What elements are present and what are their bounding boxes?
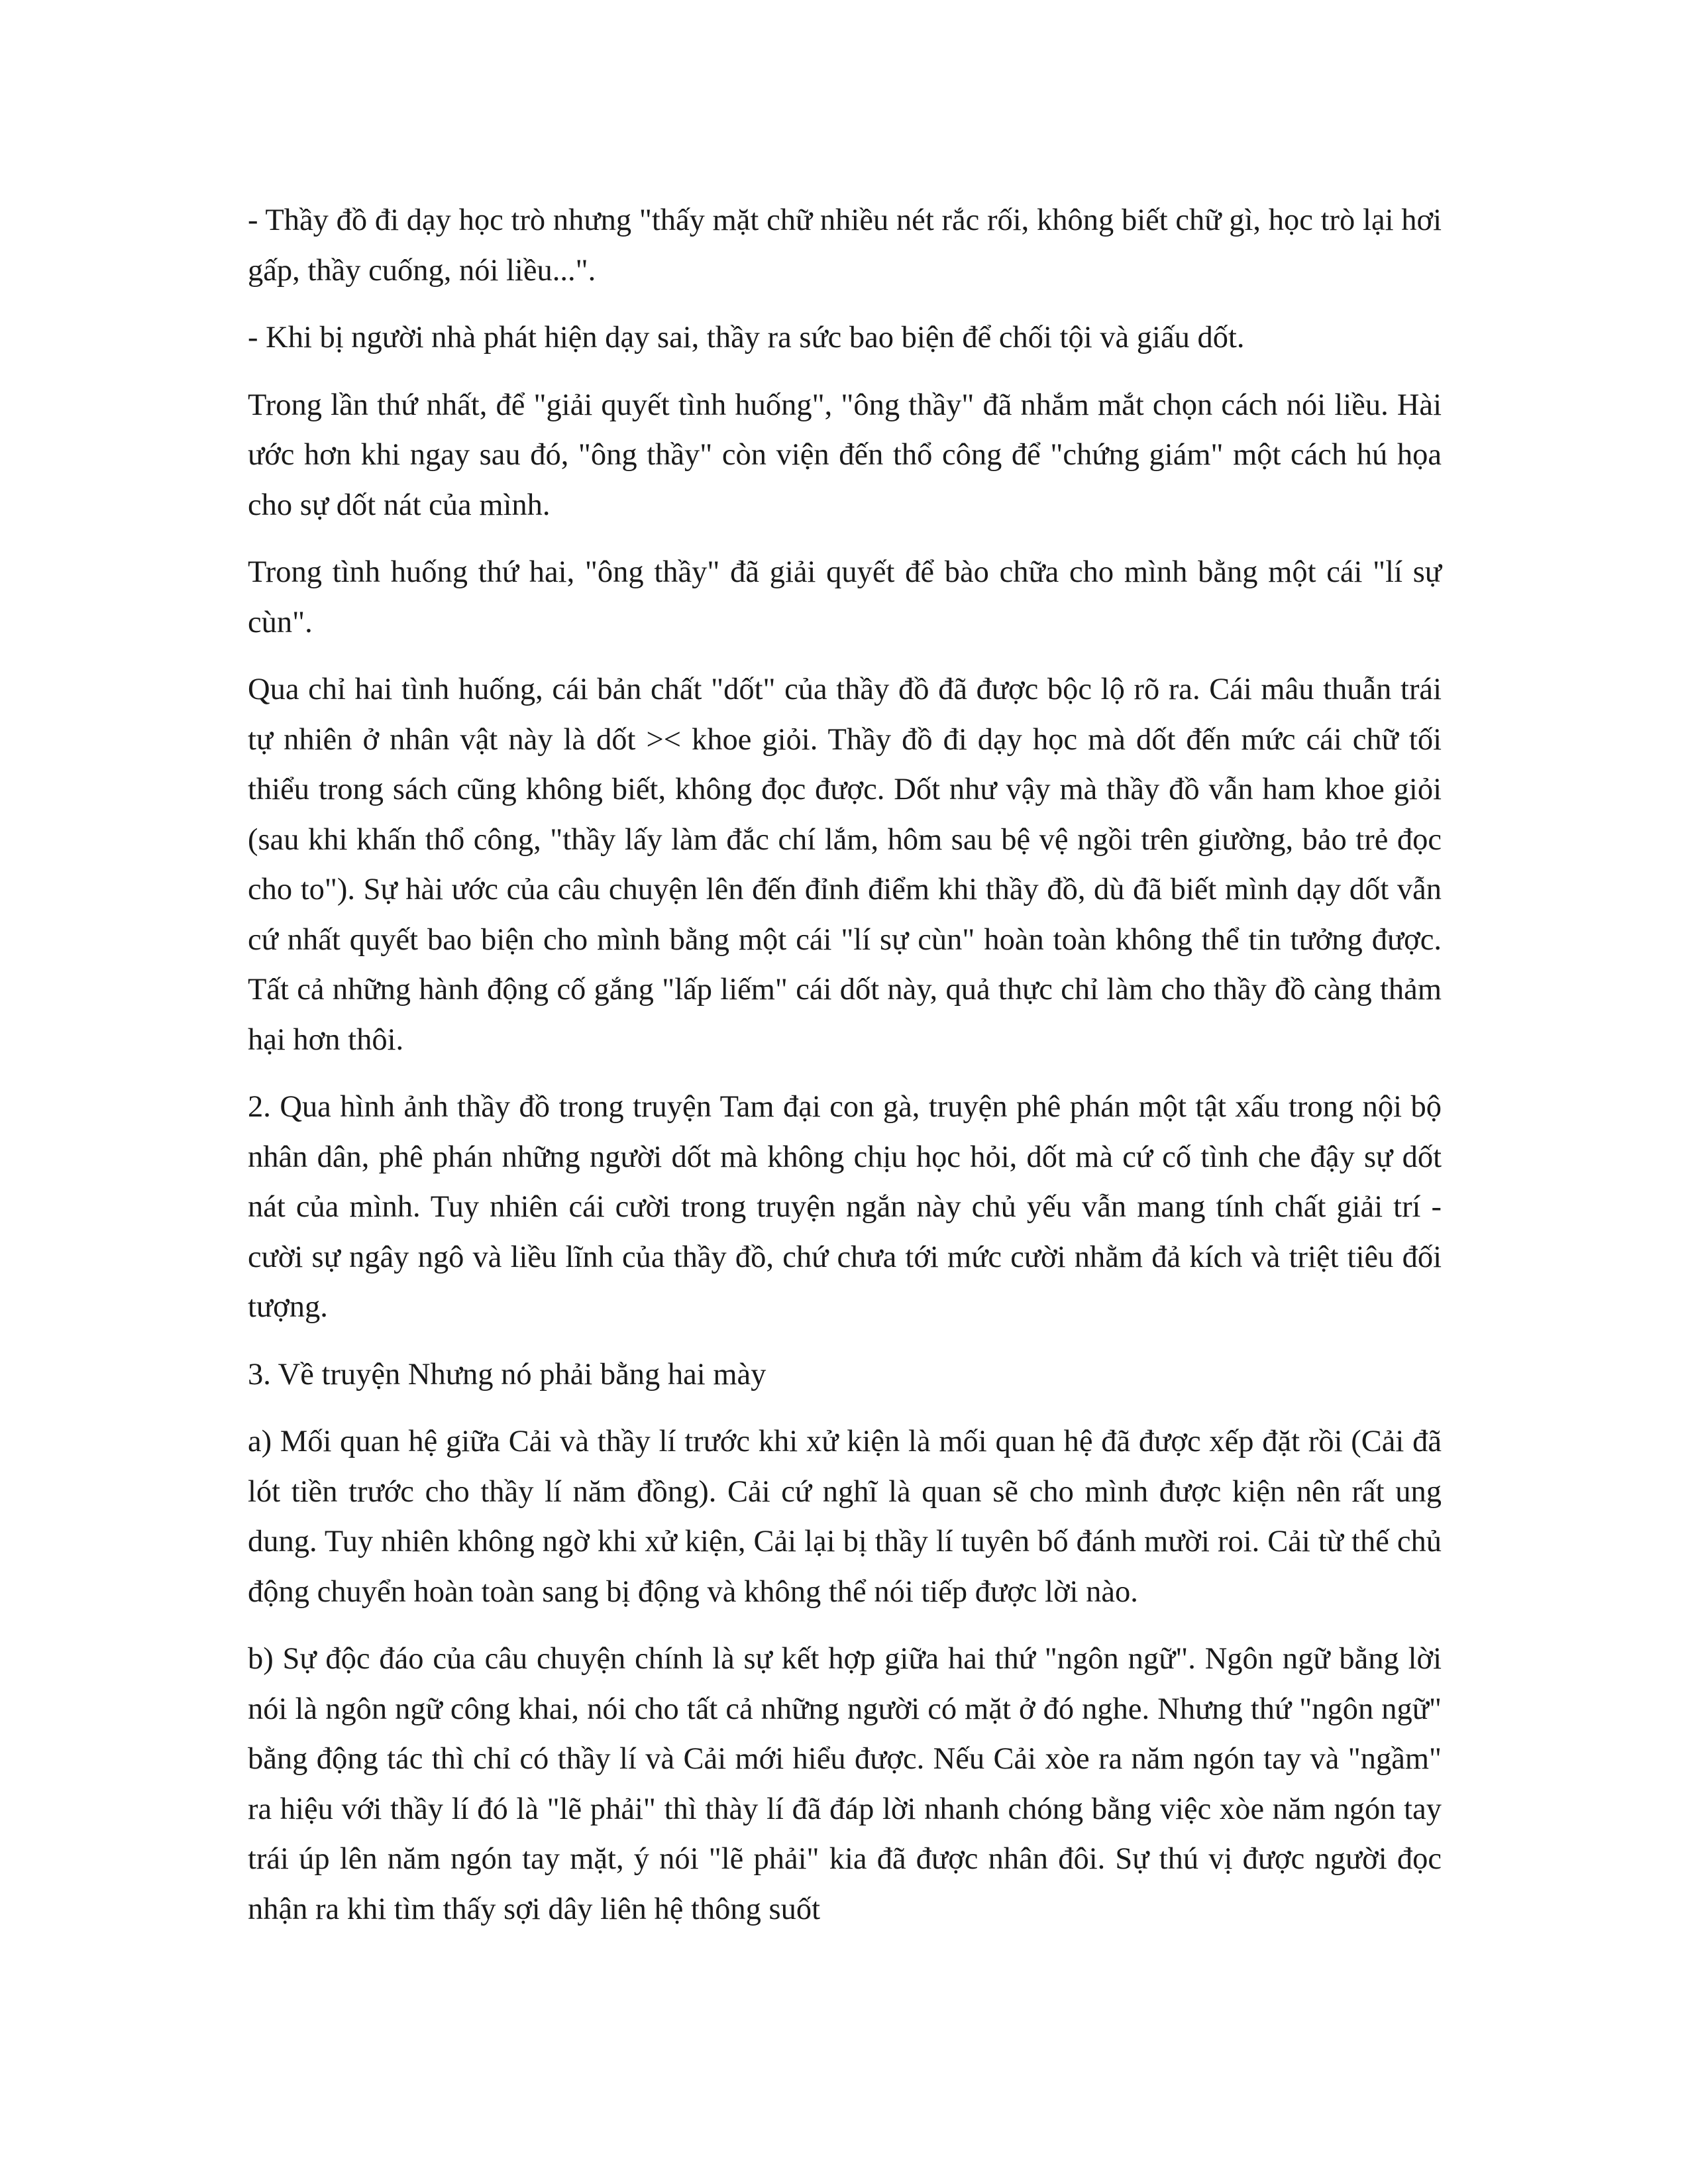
paragraph-nature-of-ignorance: Qua chỉ hai tình huống, cái bản chất "dốt" của thầy đồ đã được bộc lộ rõ ra. Cái mâu thuẫn trái tự nhiên ở nhân vật này là dốt >< khoe giỏi. Thầy đồ đi dạy học mà dốt đến mức cái chữ tối thiểu trong sách cũng không biết, không đọc được. Dốt như vậy mà thầy đồ vẫn ham khoe giỏi (sau khi khấn thổ công, "thầy lấy làm đắc chí lắm, hôm sau bệ vệ ngồi trên giường, bảo trẻ đọc cho to"). Sự hài ước của câu chuyện lên đến đỉnh điểm khi thầy đồ, dù đã biết mình dạy dốt vẫn cứ nhất quyết bao biện cho mình bằng một cái "lí sự cùn" hoàn toàn không thể tin tưởng được. Tất cả những hành động cố gắng "lấp liếm" cái dốt này, quả thực chỉ làm cho thầy đồ càng thảm hại hơn thôi. [248,673,1442,1057]
paragraph-second-situation: Trong tình huống thứ hai, "ông thầy" đã giải quyết để bào chữa cho mình bằng một cái "lí sự cùn". [248,555,1442,639]
paragraph-bullet-teacher-reading: - Thầy đồ đi dạy học trò nhưng "thấy mặt chữ nhiều nét rắc rối, không biết chữ gì, học trò lại hơi gấp, thầy cuống, nói liều...". [248,203,1442,288]
paragraph-section-3b: b) Sự độc đáo của câu chuyện chính là sự kết hợp giữa hai thứ "ngôn ngữ". Ngôn ngữ bằng lời nói là ngôn ngữ công khai, nói cho tất cả những người có mặt ở đó nghe. Nhưng thứ "ngôn ngữ" bằng động tác thì chỉ có thầy lí và Cải mới hiểu được. Nếu Cải xòe ra năm ngón tay và "ngầm" ra hiệu với thầy lí đó là "lẽ phải" thì thày lí đã đáp lời nhanh chóng bằng việc xòe năm ngón tay trái úp lên năm ngón tay mặt, ý nói "lẽ phải" kia đã được nhân đôi. Sự thú vị được người đọc nhận ra khi tìm thấy sợi dây liên hệ thông suốt [248,1642,1442,1926]
paragraph-section-3-heading: 3. Về truyện Nhưng nó phải bằng hai mày [248,1357,766,1392]
paragraph-section-2: 2. Qua hình ảnh thầy đồ trong truyện Tam đại con gà, truyện phê phán một tật xấu trong nội bộ nhân dân, phê phán những người dốt mà không chịu học hỏi, dốt mà cứ cố tình che đậy sự dốt nát của mình. Tuy nhiên cái cười trong truyện ngắn này chủ yếu vẫn mang tính chất giải trí - cười sự ngây ngô và liều lĩnh của thầy đồ, chứ chưa tới mức cười nhằm đả kích và triệt tiêu đối tượng. [248,1090,1442,1324]
paragraph-first-situation: Trong lần thứ nhất, để "giải quyết tình huống", "ông thầy" đã nhắm mắt chọn cách nói liều. Hài ước hơn khi ngay sau đó, "ông thầy" còn viện đến thổ công để "chứng giám" một cách hú họa cho sự dốt nát của mình. [248,388,1442,522]
paragraph-bullet-teacher-excuse: - Khi bị người nhà phát hiện dạy sai, thầy ra sức bao biện để chối tội và giấu dốt. [248,321,1245,355]
paragraph-section-3a: a) Mối quan hệ giữa Cải và thầy lí trước khi xử kiện là mối quan hệ đã được xếp đặt rồi (Cải đã lót tiền trước cho thầy lí năm đồng). Cải cứ nghĩ là quan sẽ cho mình được kiện nên rất ung dung. Tuy nhiên không ngờ khi xử kiện, Cải lại bị thầy lí tuyên bố đánh mười roi. Cải từ thế chủ động chuyển hoàn toàn sang bị động và không thể nói tiếp được lời nào. [248,1425,1442,1609]
document-page [248,195,1442,1934]
